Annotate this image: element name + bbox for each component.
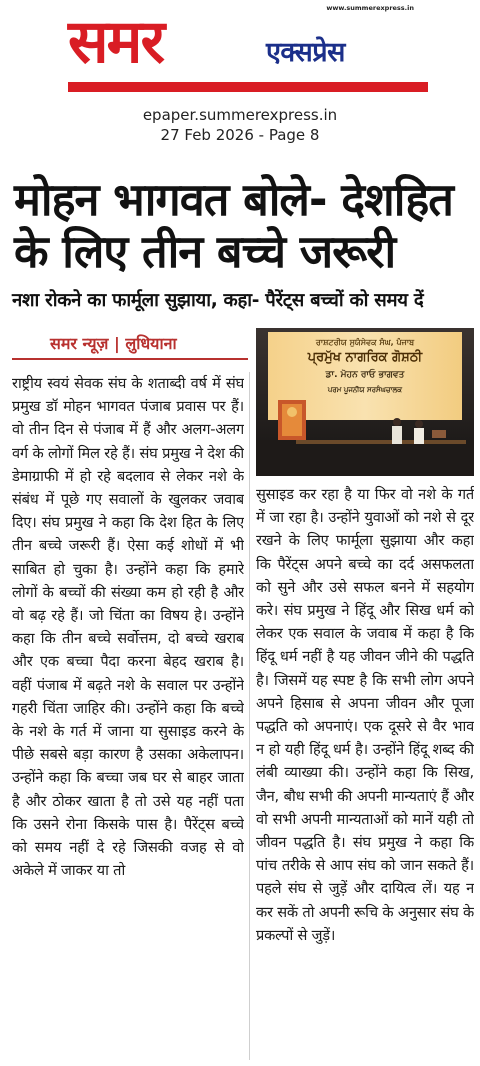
- headline-line-2: के लिए तीन बच्चे जरूरी: [14, 225, 396, 278]
- byline-underline: [12, 358, 248, 360]
- stage-banner-line-2: ਪ੍ਰਮੁੱਖ ਨਾਗਰਿਕ ਗੋਸ਼ਠੀ: [307, 350, 423, 365]
- headline-line-1: मोहन भागवत बोले- देशहित: [14, 173, 453, 226]
- stage-banner-line-4: ਪਰਮ ਪੂਜਨੀਯ ਸਰਸੰਘਚਾਲਕ: [327, 386, 403, 394]
- masthead-red-bar: [68, 82, 428, 92]
- masthead: [68, 4, 430, 90]
- stage-banner-line-3: ਡਾ. ਮੋਹਨ ਰਾਓ ਭਾਗਵਤ: [325, 370, 405, 380]
- epaper-site: epaper.summerexpress.in: [142, 106, 338, 124]
- article-byline: [12, 330, 248, 360]
- article-column-right: सुसाइड कर रहा है या फिर वो नशे के गर्त में जा रहा है। उन्होंने युवाओं को नशे से दूर रखने के लिए फार्मूला सुझाया और कहा कि पैरेंट्स अपने बच्चे का दर्द असफलता को सुने और उसे सफल बनने में सहयोग करे। संघ प्रमुख ने हिंदू और सिख धर्म को लेकर एक सवाल के जवाब में कहा है कि हिंदू धर्म नहीं है यह जीवन जीने की पद्धति है। जिसमें यह स्पष्ट है कि सभी लोग अपने अपने हिसाब से अपना जीवन और पूजा पद्धति को अपनाएं। एक दूसरे से वैर भाव न हो यही हिंदू धर्म है। उन्होंने हिंदू शब्द की लंबी व्याख्या की। उन्होंने कहा कि सिख, जैन, बौध सभी की अपनी मान्यताएं हैं और वो सभी अपनी मान्यताओं को मानें यही तो जीवन पद्धति है। संघ प्रमुख ने कहा कि पांच तरीके से आप संघ को जान सकते हैं। पहले संघ से जुड़ें और दायित्व लें। यह न कर सकें तो अपनी रूचि के अनुसार संघ के प्रकल्पों से जुड़ें।: [256, 486, 474, 944]
- stage-banner-line-1: ਰਾਸ਼ਟਰੀਯ ਸੁਯੰਸੇਵਕ ਸੰਘ, ਪੰਜਾਬ: [315, 338, 415, 347]
- article-subheadline: नशा रोकने का फार्मूला सुझाया, कहा- पैरेंट्स बच्चों को समय दें: [12, 290, 424, 311]
- column-divider: [249, 372, 250, 1060]
- epaper-date-page: 27 Feb 2026 - Page 8: [160, 126, 320, 144]
- masthead-url: www.summerexpress.in: [326, 4, 414, 12]
- masthead-logo-main: समर: [68, 7, 163, 77]
- article-photo: [256, 328, 474, 476]
- article-headline: [14, 174, 474, 278]
- article-column-left: राष्ट्रीय स्वयं सेवक संघ के शताब्दी वर्ष में संघ प्रमुख डॉ मोहन भागवत पंजाब प्रवास पर हैं। वो तीन दिन से पंजाब में हैं और अलग-अलग वर्ग के लोगों मिल रहे हैं। संघ प्रमुख ने देश की डेमाग्राफी में हो रहे बदलाव से लेकर नशे के संबंध में पूछे गए सवालों के खुलकर जवाब दिए। संघ प्रमुख ने कहा कि देश हित के लिए तीन बच्चे जरूरी हैं। ऐसा कई शोधों में भी साबित हो चुका है। उन्होंने कहा कि हमारे लोगों के बच्चों की संख्या कम हो रही है और वो बढ़ रहे हैं। जो चिंता का विषय हे। उन्होंने कहा कि तीन बच्चे सर्वोत्तम, दो बच्चे खराब और एक बच्चा पैदा करना बेहद खराब है। वहीं पंजाब में बढ़ते नशे के सवाल पर उन्होंने गहरी चिंता जाहिर की। उन्होंने कहा कि बच्चे के नशे के गर्त में जाना या सुसाइड करने के पीछे सबसे बड़ा कारण है उसका अकेलापन। उन्होंने कहा कि बच्चा जब घर से बाहर जाता है और ठोकर खाता है तो उसे यह नहीं पता कि उसने रोना किसके पास है। पैरेंट्स बच्चे को समय नहीं दे रहे जिसकी वजह से वो अकेले में जाकर या तो: [12, 375, 244, 880]
- stage-banner: [268, 332, 462, 416]
- byline-text: समर न्यूज़ | लुधियाना: [50, 334, 177, 353]
- masthead-logo-sub: एक्सप्रेस: [266, 36, 426, 70]
